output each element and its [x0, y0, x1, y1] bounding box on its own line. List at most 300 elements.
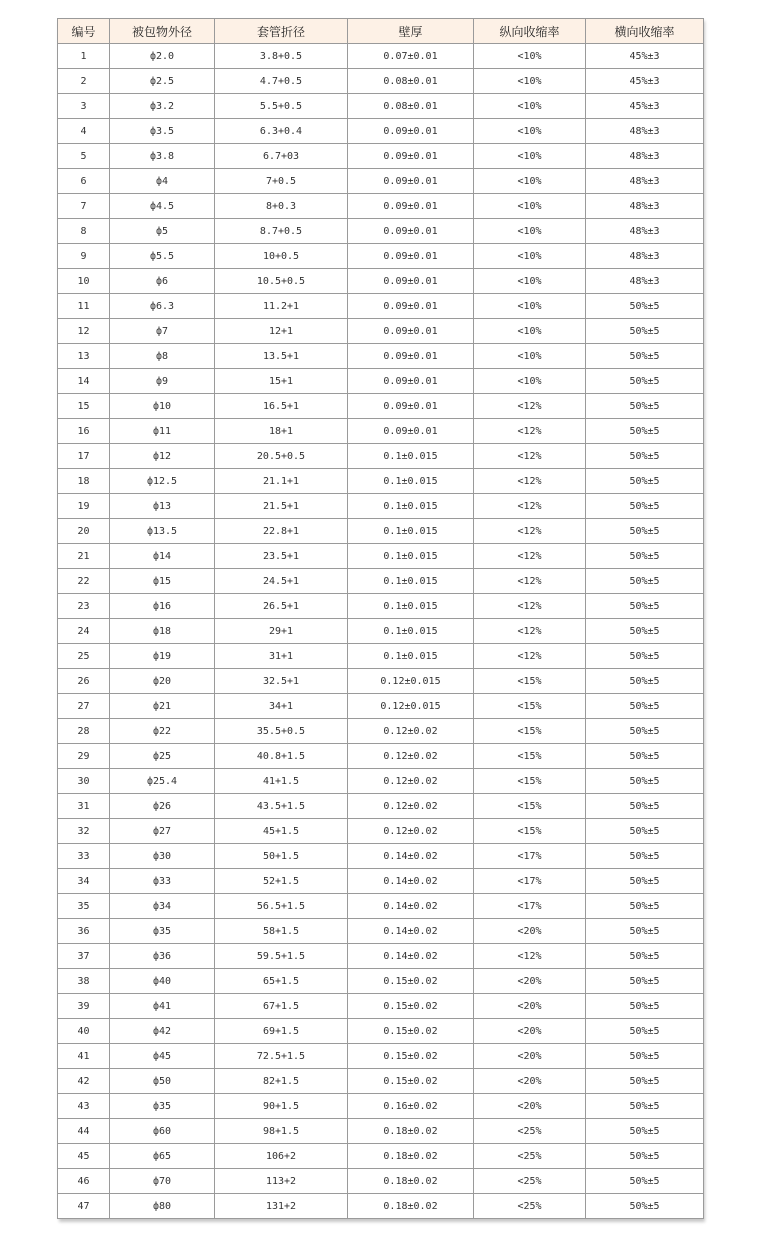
cell-id: 40 [58, 1019, 110, 1044]
cell-wrapped-diameter: ф22 [110, 719, 215, 744]
cell-flat-width: 90+1.5 [215, 1094, 348, 1119]
cell-wall-thickness: 0.15±0.02 [348, 994, 474, 1019]
table-row [58, 44, 704, 69]
cell-flat-width: 12+1 [215, 319, 348, 344]
cell-id: 32 [58, 819, 110, 844]
cell-wall-thickness: 0.14±0.02 [348, 844, 474, 869]
cell-wall-thickness: 0.07±0.01 [348, 44, 474, 69]
cell-flat-width: 4.7+0.5 [215, 69, 348, 94]
header-row [58, 19, 704, 44]
cell-wall-thickness: 0.14±0.02 [348, 944, 474, 969]
cell-wall-thickness: 0.15±0.02 [348, 1019, 474, 1044]
table-row [58, 1044, 704, 1069]
cell-wall-thickness: 0.1±0.015 [348, 469, 474, 494]
cell-transverse-shrinkage: 48%±3 [586, 119, 704, 144]
cell-flat-width: 58+1.5 [215, 919, 348, 944]
cell-wrapped-diameter: ф35 [110, 1094, 215, 1119]
table-row [58, 394, 704, 419]
cell-transverse-shrinkage: 50%±5 [586, 319, 704, 344]
cell-transverse-shrinkage: 50%±5 [586, 644, 704, 669]
cell-longitudinal-shrinkage: <15% [474, 744, 586, 769]
cell-longitudinal-shrinkage: <10% [474, 94, 586, 119]
cell-id: 29 [58, 744, 110, 769]
cell-id: 24 [58, 619, 110, 644]
cell-transverse-shrinkage: 50%±5 [586, 519, 704, 544]
cell-transverse-shrinkage: 50%±5 [586, 619, 704, 644]
cell-wrapped-diameter: ф70 [110, 1169, 215, 1194]
cell-wrapped-diameter: ф21 [110, 694, 215, 719]
cell-transverse-shrinkage: 45%±3 [586, 69, 704, 94]
cell-transverse-shrinkage: 50%±5 [586, 794, 704, 819]
cell-wall-thickness: 0.09±0.01 [348, 294, 474, 319]
cell-transverse-shrinkage: 50%±5 [586, 419, 704, 444]
cell-flat-width: 21.1+1 [215, 469, 348, 494]
cell-flat-width: 41+1.5 [215, 769, 348, 794]
cell-id: 2 [58, 69, 110, 94]
cell-wall-thickness: 0.12±0.02 [348, 744, 474, 769]
cell-wrapped-diameter: ф26 [110, 794, 215, 819]
cell-flat-width: 13.5+1 [215, 344, 348, 369]
cell-id: 20 [58, 519, 110, 544]
cell-wrapped-diameter: ф2.0 [110, 44, 215, 69]
header-cell-transverse-shrinkage: 横向收缩率 [586, 19, 704, 44]
cell-longitudinal-shrinkage: <10% [474, 69, 586, 94]
cell-transverse-shrinkage: 50%±5 [586, 1144, 704, 1169]
cell-longitudinal-shrinkage: <17% [474, 869, 586, 894]
cell-wall-thickness: 0.1±0.015 [348, 594, 474, 619]
cell-wall-thickness: 0.14±0.02 [348, 894, 474, 919]
table-row [58, 594, 704, 619]
cell-wrapped-diameter: ф80 [110, 1194, 215, 1219]
cell-id: 37 [58, 944, 110, 969]
cell-wall-thickness: 0.15±0.02 [348, 969, 474, 994]
cell-id: 27 [58, 694, 110, 719]
cell-flat-width: 8.7+0.5 [215, 219, 348, 244]
cell-flat-width: 43.5+1.5 [215, 794, 348, 819]
cell-wall-thickness: 0.12±0.015 [348, 669, 474, 694]
cell-wrapped-diameter: ф16 [110, 594, 215, 619]
cell-longitudinal-shrinkage: <12% [474, 519, 586, 544]
cell-flat-width: 52+1.5 [215, 869, 348, 894]
cell-transverse-shrinkage: 50%±5 [586, 1194, 704, 1219]
cell-wrapped-diameter: ф8 [110, 344, 215, 369]
table-row [58, 1094, 704, 1119]
table-row [58, 819, 704, 844]
cell-wall-thickness: 0.12±0.015 [348, 694, 474, 719]
cell-id: 31 [58, 794, 110, 819]
cell-wrapped-diameter: ф19 [110, 644, 215, 669]
cell-id: 25 [58, 644, 110, 669]
table-row [58, 1119, 704, 1144]
cell-longitudinal-shrinkage: <15% [474, 719, 586, 744]
table-row [58, 344, 704, 369]
cell-wrapped-diameter: ф18 [110, 619, 215, 644]
cell-wrapped-diameter: ф14 [110, 544, 215, 569]
cell-longitudinal-shrinkage: <20% [474, 994, 586, 1019]
cell-wall-thickness: 0.09±0.01 [348, 194, 474, 219]
cell-transverse-shrinkage: 50%±5 [586, 819, 704, 844]
cell-longitudinal-shrinkage: <10% [474, 369, 586, 394]
cell-id: 6 [58, 169, 110, 194]
cell-wall-thickness: 0.14±0.02 [348, 869, 474, 894]
table-row [58, 669, 704, 694]
cell-transverse-shrinkage: 50%±5 [586, 1094, 704, 1119]
cell-transverse-shrinkage: 50%±5 [586, 769, 704, 794]
cell-longitudinal-shrinkage: <10% [474, 44, 586, 69]
cell-flat-width: 26.5+1 [215, 594, 348, 619]
cell-wall-thickness: 0.1±0.015 [348, 569, 474, 594]
cell-transverse-shrinkage: 50%±5 [586, 994, 704, 1019]
table-row [58, 69, 704, 94]
cell-longitudinal-shrinkage: <25% [474, 1169, 586, 1194]
cell-wrapped-diameter: ф12.5 [110, 469, 215, 494]
cell-flat-width: 50+1.5 [215, 844, 348, 869]
table-row [58, 719, 704, 744]
table-row [58, 894, 704, 919]
cell-longitudinal-shrinkage: <15% [474, 794, 586, 819]
cell-wall-thickness: 0.18±0.02 [348, 1169, 474, 1194]
table-row [58, 569, 704, 594]
cell-wall-thickness: 0.12±0.02 [348, 819, 474, 844]
cell-id: 42 [58, 1069, 110, 1094]
table-row [58, 144, 704, 169]
cell-longitudinal-shrinkage: <12% [474, 444, 586, 469]
cell-transverse-shrinkage: 50%±5 [586, 869, 704, 894]
table-body [58, 44, 704, 1219]
cell-transverse-shrinkage: 48%±3 [586, 194, 704, 219]
cell-id: 44 [58, 1119, 110, 1144]
cell-wrapped-diameter: ф13 [110, 494, 215, 519]
cell-wrapped-diameter: ф6.3 [110, 294, 215, 319]
cell-wall-thickness: 0.08±0.01 [348, 94, 474, 119]
cell-transverse-shrinkage: 50%±5 [586, 1119, 704, 1144]
cell-wrapped-diameter: ф36 [110, 944, 215, 969]
cell-transverse-shrinkage: 50%±5 [586, 1044, 704, 1069]
cell-flat-width: 10.5+0.5 [215, 269, 348, 294]
table-row [58, 469, 704, 494]
cell-transverse-shrinkage: 50%±5 [586, 469, 704, 494]
table-row [58, 494, 704, 519]
cell-longitudinal-shrinkage: <12% [474, 419, 586, 444]
cell-wrapped-diameter: ф27 [110, 819, 215, 844]
cell-id: 43 [58, 1094, 110, 1119]
cell-longitudinal-shrinkage: <10% [474, 144, 586, 169]
cell-flat-width: 106+2 [215, 1144, 348, 1169]
cell-flat-width: 65+1.5 [215, 969, 348, 994]
header-cell-id: 编号 [58, 19, 110, 44]
cell-transverse-shrinkage: 48%±3 [586, 269, 704, 294]
cell-id: 3 [58, 94, 110, 119]
table-row [58, 369, 704, 394]
cell-wrapped-diameter: ф41 [110, 994, 215, 1019]
cell-flat-width: 59.5+1.5 [215, 944, 348, 969]
table-row [58, 644, 704, 669]
table-row [58, 169, 704, 194]
cell-longitudinal-shrinkage: <15% [474, 769, 586, 794]
cell-transverse-shrinkage: 50%±5 [586, 944, 704, 969]
cell-wrapped-diameter: ф33 [110, 869, 215, 894]
cell-wrapped-diameter: ф4.5 [110, 194, 215, 219]
cell-wrapped-diameter: ф42 [110, 1019, 215, 1044]
cell-flat-width: 10+0.5 [215, 244, 348, 269]
cell-wrapped-diameter: ф30 [110, 844, 215, 869]
cell-transverse-shrinkage: 50%±5 [586, 444, 704, 469]
cell-wrapped-diameter: ф9 [110, 369, 215, 394]
cell-flat-width: 98+1.5 [215, 1119, 348, 1144]
cell-id: 7 [58, 194, 110, 219]
cell-transverse-shrinkage: 50%±5 [586, 1069, 704, 1094]
cell-id: 34 [58, 869, 110, 894]
cell-flat-width: 31+1 [215, 644, 348, 669]
table-row [58, 619, 704, 644]
cell-flat-width: 45+1.5 [215, 819, 348, 844]
cell-id: 45 [58, 1144, 110, 1169]
cell-longitudinal-shrinkage: <12% [474, 619, 586, 644]
cell-longitudinal-shrinkage: <12% [474, 494, 586, 519]
table-row [58, 419, 704, 444]
cell-longitudinal-shrinkage: <25% [474, 1119, 586, 1144]
cell-wrapped-diameter: ф11 [110, 419, 215, 444]
cell-longitudinal-shrinkage: <12% [474, 544, 586, 569]
cell-flat-width: 23.5+1 [215, 544, 348, 569]
cell-id: 38 [58, 969, 110, 994]
cell-flat-width: 35.5+0.5 [215, 719, 348, 744]
cell-wrapped-diameter: ф3.8 [110, 144, 215, 169]
cell-transverse-shrinkage: 50%±5 [586, 894, 704, 919]
table-row [58, 869, 704, 894]
cell-transverse-shrinkage: 50%±5 [586, 719, 704, 744]
table-row [58, 1194, 704, 1219]
cell-transverse-shrinkage: 48%±3 [586, 219, 704, 244]
cell-longitudinal-shrinkage: <10% [474, 119, 586, 144]
cell-flat-width: 6.7+03 [215, 144, 348, 169]
cell-wall-thickness: 0.1±0.015 [348, 544, 474, 569]
cell-wrapped-diameter: ф15 [110, 569, 215, 594]
table-row [58, 744, 704, 769]
table-row [58, 969, 704, 994]
cell-wrapped-diameter: ф20 [110, 669, 215, 694]
cell-id: 4 [58, 119, 110, 144]
cell-transverse-shrinkage: 48%±3 [586, 144, 704, 169]
cell-flat-width: 72.5+1.5 [215, 1044, 348, 1069]
cell-wall-thickness: 0.09±0.01 [348, 119, 474, 144]
cell-wall-thickness: 0.09±0.01 [348, 269, 474, 294]
cell-longitudinal-shrinkage: <10% [474, 169, 586, 194]
cell-transverse-shrinkage: 50%±5 [586, 369, 704, 394]
cell-wrapped-diameter: ф25 [110, 744, 215, 769]
cell-id: 11 [58, 294, 110, 319]
cell-flat-width: 7+0.5 [215, 169, 348, 194]
cell-longitudinal-shrinkage: <17% [474, 894, 586, 919]
cell-wall-thickness: 0.12±0.02 [348, 719, 474, 744]
cell-wall-thickness: 0.09±0.01 [348, 244, 474, 269]
cell-wall-thickness: 0.08±0.01 [348, 69, 474, 94]
cell-longitudinal-shrinkage: <10% [474, 344, 586, 369]
cell-wall-thickness: 0.1±0.015 [348, 644, 474, 669]
cell-longitudinal-shrinkage: <25% [474, 1144, 586, 1169]
cell-id: 22 [58, 569, 110, 594]
table-row [58, 94, 704, 119]
cell-flat-width: 5.5+0.5 [215, 94, 348, 119]
table-row [58, 194, 704, 219]
cell-id: 23 [58, 594, 110, 619]
table-row [58, 544, 704, 569]
cell-wrapped-diameter: ф60 [110, 1119, 215, 1144]
cell-transverse-shrinkage: 50%±5 [586, 1019, 704, 1044]
cell-wrapped-diameter: ф4 [110, 169, 215, 194]
cell-id: 16 [58, 419, 110, 444]
cell-transverse-shrinkage: 50%±5 [586, 919, 704, 944]
cell-wall-thickness: 0.09±0.01 [348, 369, 474, 394]
cell-transverse-shrinkage: 50%±5 [586, 394, 704, 419]
table-row [58, 794, 704, 819]
table-row [58, 1169, 704, 1194]
cell-transverse-shrinkage: 45%±3 [586, 44, 704, 69]
cell-transverse-shrinkage: 48%±3 [586, 169, 704, 194]
cell-wrapped-diameter: ф25.4 [110, 769, 215, 794]
cell-wall-thickness: 0.09±0.01 [348, 169, 474, 194]
cell-transverse-shrinkage: 50%±5 [586, 1169, 704, 1194]
cell-longitudinal-shrinkage: <12% [474, 644, 586, 669]
cell-transverse-shrinkage: 50%±5 [586, 694, 704, 719]
cell-id: 26 [58, 669, 110, 694]
table-row [58, 919, 704, 944]
cell-flat-width: 15+1 [215, 369, 348, 394]
cell-wall-thickness: 0.15±0.02 [348, 1044, 474, 1069]
cell-wrapped-diameter: ф45 [110, 1044, 215, 1069]
cell-flat-width: 21.5+1 [215, 494, 348, 519]
cell-wrapped-diameter: ф2.5 [110, 69, 215, 94]
cell-wrapped-diameter: ф34 [110, 894, 215, 919]
cell-id: 46 [58, 1169, 110, 1194]
cell-flat-width: 22.8+1 [215, 519, 348, 544]
cell-id: 9 [58, 244, 110, 269]
cell-longitudinal-shrinkage: <12% [474, 569, 586, 594]
table-row [58, 944, 704, 969]
cell-id: 14 [58, 369, 110, 394]
cell-transverse-shrinkage: 50%±5 [586, 569, 704, 594]
table-row [58, 519, 704, 544]
cell-wall-thickness: 0.18±0.02 [348, 1144, 474, 1169]
cell-id: 39 [58, 994, 110, 1019]
cell-wrapped-diameter: ф65 [110, 1144, 215, 1169]
cell-id: 15 [58, 394, 110, 419]
cell-longitudinal-shrinkage: <20% [474, 1019, 586, 1044]
cell-id: 17 [58, 444, 110, 469]
cell-flat-width: 6.3+0.4 [215, 119, 348, 144]
cell-wrapped-diameter: ф35 [110, 919, 215, 944]
cell-id: 19 [58, 494, 110, 519]
cell-transverse-shrinkage: 50%±5 [586, 744, 704, 769]
spec-table [57, 18, 704, 1219]
table-row [58, 244, 704, 269]
table-row [58, 219, 704, 244]
cell-longitudinal-shrinkage: <20% [474, 1094, 586, 1119]
cell-wall-thickness: 0.09±0.01 [348, 144, 474, 169]
cell-id: 1 [58, 44, 110, 69]
cell-transverse-shrinkage: 50%±5 [586, 669, 704, 694]
cell-wrapped-diameter: ф3.5 [110, 119, 215, 144]
cell-wall-thickness: 0.18±0.02 [348, 1119, 474, 1144]
table-row [58, 1019, 704, 1044]
cell-wrapped-diameter: ф50 [110, 1069, 215, 1094]
table-row [58, 1069, 704, 1094]
table-row [58, 694, 704, 719]
cell-flat-width: 113+2 [215, 1169, 348, 1194]
cell-flat-width: 40.8+1.5 [215, 744, 348, 769]
cell-longitudinal-shrinkage: <15% [474, 694, 586, 719]
cell-flat-width: 8+0.3 [215, 194, 348, 219]
cell-longitudinal-shrinkage: <20% [474, 969, 586, 994]
cell-id: 10 [58, 269, 110, 294]
cell-transverse-shrinkage: 50%±5 [586, 294, 704, 319]
cell-wall-thickness: 0.12±0.02 [348, 769, 474, 794]
cell-flat-width: 20.5+0.5 [215, 444, 348, 469]
cell-wall-thickness: 0.1±0.015 [348, 494, 474, 519]
cell-flat-width: 69+1.5 [215, 1019, 348, 1044]
cell-longitudinal-shrinkage: <10% [474, 219, 586, 244]
spec-table-container [57, 18, 703, 1219]
cell-transverse-shrinkage: 50%±5 [586, 494, 704, 519]
cell-longitudinal-shrinkage: <12% [474, 394, 586, 419]
cell-wrapped-diameter: ф3.2 [110, 94, 215, 119]
cell-wall-thickness: 0.09±0.01 [348, 219, 474, 244]
table-row [58, 444, 704, 469]
cell-longitudinal-shrinkage: <10% [474, 244, 586, 269]
header-cell-flat-width: 套管折径 [215, 19, 348, 44]
cell-transverse-shrinkage: 50%±5 [586, 594, 704, 619]
cell-id: 41 [58, 1044, 110, 1069]
cell-flat-width: 56.5+1.5 [215, 894, 348, 919]
cell-transverse-shrinkage: 50%±5 [586, 544, 704, 569]
table-row [58, 769, 704, 794]
cell-wall-thickness: 0.16±0.02 [348, 1094, 474, 1119]
header-cell-wall-thickness: 壁厚 [348, 19, 474, 44]
cell-transverse-shrinkage: 50%±5 [586, 844, 704, 869]
cell-longitudinal-shrinkage: <10% [474, 319, 586, 344]
cell-wrapped-diameter: ф6 [110, 269, 215, 294]
table-row [58, 269, 704, 294]
cell-longitudinal-shrinkage: <17% [474, 844, 586, 869]
cell-longitudinal-shrinkage: <10% [474, 194, 586, 219]
cell-wall-thickness: 0.09±0.01 [348, 419, 474, 444]
cell-wrapped-diameter: ф5 [110, 219, 215, 244]
cell-longitudinal-shrinkage: <15% [474, 669, 586, 694]
table-row [58, 1144, 704, 1169]
cell-id: 47 [58, 1194, 110, 1219]
cell-flat-width: 24.5+1 [215, 569, 348, 594]
table-row [58, 294, 704, 319]
cell-wall-thickness: 0.1±0.015 [348, 619, 474, 644]
table-row [58, 119, 704, 144]
cell-flat-width: 67+1.5 [215, 994, 348, 1019]
cell-flat-width: 82+1.5 [215, 1069, 348, 1094]
table-row [58, 994, 704, 1019]
cell-wall-thickness: 0.14±0.02 [348, 919, 474, 944]
cell-id: 8 [58, 219, 110, 244]
cell-flat-width: 131+2 [215, 1194, 348, 1219]
cell-wall-thickness: 0.09±0.01 [348, 344, 474, 369]
cell-flat-width: 18+1 [215, 419, 348, 444]
cell-wall-thickness: 0.09±0.01 [348, 319, 474, 344]
cell-wrapped-diameter: ф12 [110, 444, 215, 469]
cell-wrapped-diameter: ф13.5 [110, 519, 215, 544]
table-row [58, 319, 704, 344]
table-row [58, 844, 704, 869]
cell-longitudinal-shrinkage: <10% [474, 294, 586, 319]
cell-longitudinal-shrinkage: <20% [474, 919, 586, 944]
cell-wall-thickness: 0.18±0.02 [348, 1194, 474, 1219]
